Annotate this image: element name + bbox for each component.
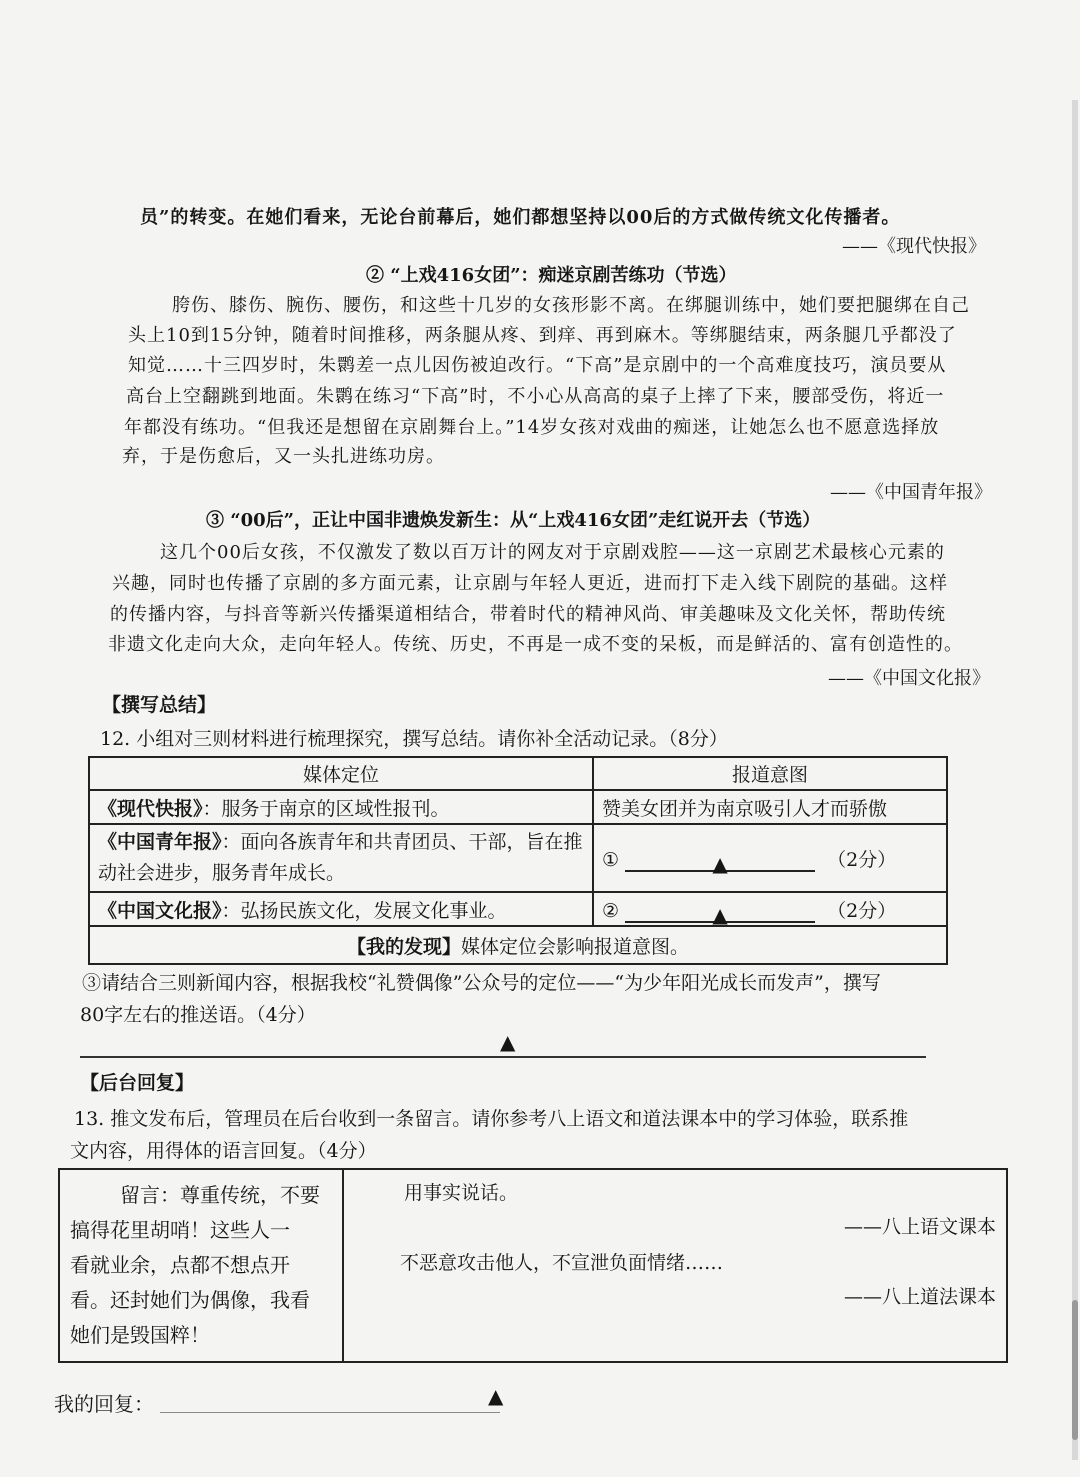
answer-line-reply[interactable] <box>160 1412 500 1413</box>
table-row-qingnian <box>89 824 593 892</box>
paper-name: 《现代快报》 <box>98 797 203 820</box>
material2-line: 弃，于是伤愈后，又一头扎进练功房。 <box>122 446 445 467</box>
section-reply-heading: 【后台回复】 <box>80 1072 195 1094</box>
material3-line: 的传播内容，与抖音等新兴传播渠道相结合，带着时代的精神风尚、审美趣味及文化关怀，帮助传统 <box>110 604 946 625</box>
material3-title: ③ “00后”，正让中国非遗焕发新生：从“上戏416女团”走红说开去（节选） <box>206 510 821 531</box>
comment-reference-table <box>58 1168 1008 1363</box>
reference-source-chinese: ——八上语文课本 <box>843 1216 996 1238</box>
paper-positioning: ：面向各族青年和共青团员、干部，旨在推动社会进步，服务青年成长。 <box>98 831 583 884</box>
material1-source: ——《现代快报》 <box>842 236 986 257</box>
material3-line: 这几个00后女孩，不仅激发了数以百万计的网友对于京剧戏腔——这一京剧艺术最核心元素的 <box>160 542 945 563</box>
blank-score: （2分） <box>827 848 897 871</box>
answer-triangle-icon: ▲ <box>712 902 728 927</box>
intent-xiandai: 赞美女团并为南京吸引人才而骄傲 <box>593 790 947 824</box>
answer-triangle-icon: ▲ <box>500 1030 516 1054</box>
comment-line: 留言：尊重传统，不要 <box>120 1183 320 1207</box>
question12-sub3-line: ③请结合三则新闻内容，根据我校“礼赞偶像”公众号的定位——“为少年阳光成长而发声”，撰写 <box>82 972 881 994</box>
blank-score: （2分） <box>827 899 897 922</box>
material3-line: 兴趣，同时也传播了京剧的多方面元素，让京剧与年轻人更近，进而打下走入线下剧院的基础。这样 <box>112 573 948 594</box>
material2-line: 年都没有练功。“但我还是想留在京剧舞台上。”14岁女孩对戏曲的痴迷，让她怎么也不愿意选择放 <box>124 417 940 438</box>
question12-sub3-line: 80字左右的推送语。（4分） <box>80 1004 316 1026</box>
material3-line: 非遗文化走向大众，走向年轻人。传统、历史，不再是一成不变的呆板，而是鲜活的、富有创造性的。 <box>108 634 963 655</box>
paper-positioning: ：弘扬民族文化，发展文化事业。 <box>221 899 507 922</box>
activity-record-table <box>88 756 948 965</box>
material2-line: 高台上空翻跳到地面。朱鹮在练习“下高”时，不小心从高高的桌子上摔了下来，腰部受伤，将近一 <box>126 386 945 407</box>
user-comment-cell <box>59 1169 343 1362</box>
finding-text: 媒体定位会影响报道意图。 <box>461 935 690 958</box>
comment-line: 搞得花里胡哨！这些人一 <box>70 1218 290 1242</box>
answer-triangle-icon: ▲ <box>488 1384 504 1408</box>
answer-line[interactable] <box>625 851 815 876</box>
scrollbar-track[interactable] <box>1072 100 1078 1460</box>
comment-line: 看就业余，点都不想点开 <box>70 1253 290 1277</box>
answer-line[interactable] <box>625 902 815 927</box>
question12-prompt: 12. 小组对三则材料进行梳理探究，撰写总结。请你补全活动记录。（8分） <box>100 728 728 750</box>
question13-prompt-line: 13. 推文发布后，管理员在后台收到一条留言。请你参考八上语文和道法课本中的学习体验，联系推 <box>74 1108 909 1130</box>
table-finding-row <box>89 926 947 964</box>
scrollbar-thumb[interactable] <box>1072 1300 1078 1440</box>
textbook-reference-cell <box>343 1169 1007 1362</box>
paper-name: 《中国青年报》 <box>98 831 222 853</box>
my-reply-label: 我的回复： <box>54 1392 154 1416</box>
finding-label: 【我的发现】 <box>346 935 461 958</box>
answer-triangle-icon: ▲ <box>712 851 728 876</box>
paper-positioning: ：服务于南京的区域性报刊。 <box>202 797 450 820</box>
reference-source-ethics: ——八上道法课本 <box>843 1286 996 1308</box>
blank-number: ① <box>602 848 620 871</box>
answer-line-push-text[interactable] <box>80 1056 926 1058</box>
comment-line: 看。还封她们为偶像，我看 <box>70 1288 310 1312</box>
answer-blank-1[interactable] <box>593 824 947 892</box>
table-header-positioning: 媒体定位 <box>89 757 593 790</box>
reference-quote-chinese: 用事实说话。 <box>404 1182 519 1204</box>
answer-blank-2[interactable] <box>593 892 947 926</box>
table-row-wenhua <box>89 892 593 926</box>
paper-name: 《中国文化报》 <box>98 899 222 922</box>
question13-prompt-line: 文内容，用得体的语言回复。（4分） <box>70 1140 377 1162</box>
reference-quote-ethics: 不恶意攻击他人，不宣泄负面情绪…… <box>400 1252 724 1274</box>
comment-line: 她们是毁国粹！ <box>70 1323 210 1347</box>
material2-line: 知觉……十三四岁时，朱鹮差一点儿因伤被迫改行。“下高”是京剧中的一个高难度技巧，演员要从 <box>128 355 947 376</box>
material3-source: ——《中国文化报》 <box>828 668 990 689</box>
section-summary-heading: 【撰写总结】 <box>102 694 217 716</box>
material1-last-line: 员”的转变。在她们看来，无论台前幕后，她们都想坚持以00后的方式做传统文化传播者。 <box>140 207 901 228</box>
material2-title: ② “上戏416女团”：痴迷京剧苦练功（节选） <box>366 265 737 286</box>
material2-line: 胯伤、膝伤、腕伤、腰伤，和这些十几岁的女孩形影不离。在绑腿训练中，她们要把腿绑在自己 <box>172 295 970 316</box>
material2-line: 头上10到15分钟，随着时间推移，两条腿从疼、到痒、再到麻木。等绑腿结束，两条腿几乎都没了 <box>128 325 957 346</box>
table-header-intent: 报道意图 <box>593 757 947 790</box>
material2-source: ——《中国青年报》 <box>830 482 992 503</box>
table-row-xiandai <box>89 790 593 824</box>
blank-number: ② <box>602 899 620 922</box>
